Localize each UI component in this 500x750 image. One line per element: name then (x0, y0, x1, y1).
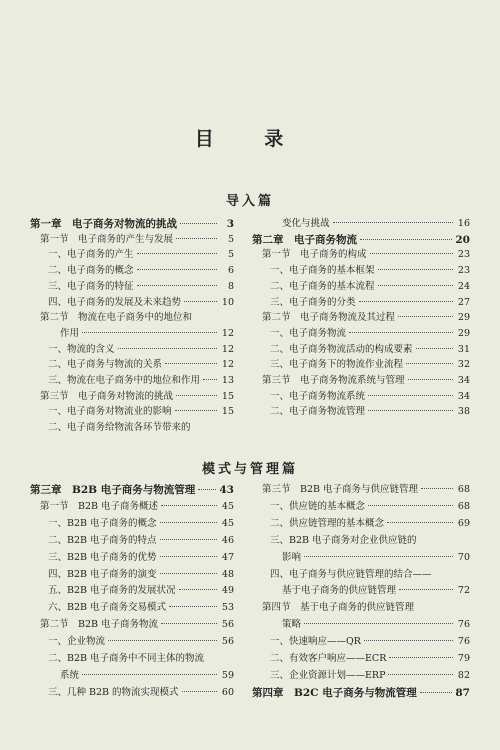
toc-entry-page: 23 (457, 265, 470, 277)
toc-entry-label: 二、电子商务的基本流程 (270, 280, 375, 292)
toc-entry-label: 一、电子商务的基本框架 (270, 265, 375, 277)
toc-entry (48, 585, 234, 597)
toc-entry (282, 619, 470, 631)
toc-entry-label: 三、物流在电子商务中的地位和作用 (48, 375, 201, 386)
toc-entry (48, 297, 234, 309)
leader-dots (398, 316, 453, 317)
toc-entry-label: 第三节 电子商务物流系统与管理 (262, 375, 405, 386)
toc-entry-label: 基于电子商务的供应链管理 (282, 585, 397, 597)
toc-entry-label: 一、企业物流 (48, 636, 106, 648)
toc-entry-page: 3 (226, 218, 234, 230)
toc-entry-page: 6 (227, 265, 234, 277)
leader-dots (82, 674, 217, 675)
toc-entry-page: 53 (221, 602, 234, 614)
toc-entry (40, 619, 234, 631)
toc-entry-page: 72 (457, 585, 470, 597)
toc-entry (30, 218, 234, 230)
leader-dots (408, 379, 453, 380)
leader-dots (160, 573, 217, 574)
toc-entry (40, 501, 234, 513)
leader-dots (364, 640, 453, 641)
toc-entry-label: 一、B2B 电子商务的概念 (48, 517, 157, 529)
leader-dots (359, 301, 453, 302)
leader-dots (304, 556, 453, 557)
toc-entry-page: 13 (221, 375, 234, 386)
toc-entry-page: 56 (221, 619, 234, 631)
leader-dots (368, 410, 453, 411)
toc-entry-label: 第一节 电子商务的构成 (262, 249, 367, 261)
toc-entry-page: 23 (457, 249, 470, 261)
leader-dots (176, 395, 217, 396)
toc-entry-page: 59 (221, 669, 234, 681)
toc-entry (48, 375, 234, 387)
toc-entry (270, 636, 470, 648)
toc-entry-page: 10 (221, 296, 234, 308)
toc-entry-page: 49 (221, 585, 234, 597)
toc-entry-label: 第三章 B2B 电子商务与物流管理 (30, 484, 196, 496)
toc-entry-page: 31 (457, 343, 470, 355)
toc-entry (40, 391, 234, 403)
toc-entry-label: 三、电子商务的分类 (270, 296, 356, 308)
toc-entry (48, 552, 234, 564)
leader-dots (399, 589, 453, 590)
toc-entry-page: 68 (457, 484, 470, 495)
toc-entry-page: 69 (457, 517, 470, 529)
toc-entry-page: 34 (457, 390, 470, 402)
toc-entry-label: 第三节 B2B 电子商务与供应链管理 (262, 484, 419, 495)
toc-entry (270, 569, 470, 581)
leader-dots (82, 332, 217, 333)
section-heading-models: 模式与管理篇 (201, 462, 298, 477)
toc-entry-label: 第四节 基于电子商务的供应链管理 (262, 602, 415, 614)
toc-entry-label: 三、B2B 电子商务对企业供应链的 (270, 534, 417, 546)
toc-entry-label: 变化与挑战 (282, 218, 330, 229)
toc-entry (270, 359, 470, 371)
toc-entry (282, 585, 470, 597)
toc-entry-page: 29 (457, 327, 470, 339)
leader-dots (406, 363, 453, 364)
toc-entry (48, 569, 234, 581)
toc-entry (270, 670, 470, 682)
toc-entry-label: 作用 (60, 327, 80, 339)
toc-entry-page: 20 (455, 233, 470, 246)
toc-entry-page: 82 (457, 669, 470, 681)
leader-dots (160, 556, 217, 557)
leader-dots (182, 691, 217, 692)
toc-entry-label: 六、B2B 电子商务交易模式 (48, 602, 167, 614)
toc-entry (270, 328, 470, 340)
toc-entry (270, 297, 470, 309)
toc-entry-page: 12 (221, 343, 234, 355)
toc-entry-label: 二、电子商务给物流各环节带来的 (48, 422, 191, 434)
toc-entry (48, 636, 234, 648)
toc-entry (48, 281, 234, 293)
toc-entry-page: 38 (457, 406, 470, 418)
toc-entry-label: 第四章 B2C 电子商务与物流管理 (252, 686, 417, 699)
leader-dots (160, 539, 217, 540)
toc-entry (30, 484, 234, 496)
toc-entry (262, 375, 470, 387)
toc-entry (60, 328, 234, 340)
leader-dots (175, 410, 217, 411)
toc-entry-page: 16 (457, 218, 470, 229)
leader-dots (137, 285, 217, 286)
toc-entry-label: 第二节 物流在电子商务中的地位和 (40, 312, 193, 324)
leader-dots (169, 606, 217, 607)
toc-entry-label: 影响 (282, 551, 302, 563)
toc-entry-page: 76 (457, 636, 470, 648)
toc-entry-page: 76 (457, 619, 470, 631)
leader-dots (161, 623, 217, 624)
toc-entry-label: 三、几种 B2B 的物流实现模式 (48, 686, 179, 698)
toc-entry-label: 策略 (282, 619, 302, 631)
leader-dots (368, 505, 453, 506)
toc-entry (270, 518, 470, 530)
toc-entry-page: 47 (221, 551, 234, 563)
toc-entry-page: 79 (457, 653, 470, 664)
leader-dots (180, 223, 217, 224)
toc-entry-label: 一、快速响应——QR (270, 636, 361, 648)
toc-entry (282, 218, 470, 230)
toc-entry-label: 第二节 电子商务物流及其过程 (262, 312, 396, 324)
toc-entry-label: 二、电子商务物流管理 (270, 406, 366, 418)
toc-entry (48, 653, 234, 665)
toc-entry-label: 五、B2B 电子商务的发展状况 (48, 585, 176, 597)
toc-entry (48, 406, 234, 418)
leader-dots (388, 674, 453, 675)
toc-entry-label: 二、电子商务的概念 (48, 265, 134, 277)
leader-dots (179, 589, 217, 590)
toc-entry-label: 第三节 电子商务对物流的挑战 (40, 390, 174, 402)
toc-entry-label: 二、B2B 电子商务的特点 (48, 534, 157, 546)
toc-entry-page: 24 (457, 280, 470, 292)
leader-dots (137, 253, 217, 254)
leader-dots (370, 253, 453, 254)
leader-dots (165, 363, 217, 364)
toc-entry-page: 15 (221, 406, 234, 418)
toc-entry-page: 45 (221, 517, 234, 529)
leader-dots (198, 489, 216, 490)
section-heading-intro: 导入篇 (225, 194, 274, 209)
leader-dots (184, 301, 217, 302)
toc-entry-label: 第二章 电子商务物流 (252, 233, 357, 246)
toc-entry-label: 二、供应链管理的基本概念 (270, 517, 385, 529)
toc-entry (270, 265, 470, 277)
leader-dots (368, 395, 453, 396)
leader-dots (389, 657, 453, 658)
toc-entry (262, 602, 470, 614)
toc-entry-page: 32 (457, 359, 470, 371)
toc-entry (48, 422, 234, 434)
toc-entry-label: 四、电子商务的发展及未来趋势 (48, 296, 182, 308)
toc-entry (60, 670, 234, 682)
toc-entry-label: 第一章 电子商务对物流的挑战 (30, 218, 177, 230)
toc-entry (48, 344, 234, 356)
leader-dots (333, 222, 453, 223)
toc-entry-page: 5 (227, 233, 234, 245)
toc-entry-label: 四、B2B 电子商务的演变 (48, 568, 157, 580)
toc-entry-page: 27 (457, 296, 470, 308)
leader-dots (360, 239, 452, 240)
toc-entry-label: 二、B2B 电子商务中不同主体的物流 (48, 653, 205, 664)
leader-dots (420, 692, 453, 693)
leader-dots (378, 269, 453, 270)
toc-entry-page: 48 (221, 568, 234, 580)
toc-entry (40, 234, 234, 246)
toc-entry (48, 687, 234, 699)
toc-entry (270, 501, 470, 513)
toc-entry-page: 56 (221, 636, 234, 648)
toc-entry (270, 391, 470, 403)
toc-entry-page: 8 (227, 280, 234, 292)
toc-entry-label: 系统 (60, 669, 80, 681)
toc-entry-page: 12 (221, 327, 234, 339)
toc-entry (48, 602, 234, 614)
toc-entry (48, 359, 234, 371)
leader-dots (161, 505, 217, 506)
toc-entry-label: 一、电子商务物流系统 (270, 390, 366, 402)
toc-entry (270, 281, 470, 293)
toc-entry-page: 34 (457, 375, 470, 386)
toc-entry-page: 5 (227, 249, 234, 261)
toc-entry-label: 一、供应链的基本概念 (270, 500, 366, 512)
toc-entry (262, 312, 470, 324)
toc-entry-label: 第一节 B2B 电子商务概述 (40, 500, 159, 512)
toc-entry-label: 二、电子商务与物流的关系 (48, 359, 163, 371)
toc-entry-page: 29 (457, 312, 470, 324)
leader-dots (137, 269, 217, 270)
toc-entry (48, 265, 234, 277)
toc-entry-page: 12 (221, 359, 234, 371)
toc-entry-page: 46 (221, 534, 234, 546)
toc-entry (262, 249, 470, 261)
leader-dots (108, 640, 217, 641)
page-title: 目 录 (194, 128, 306, 150)
leader-dots (349, 332, 453, 333)
leader-dots (304, 623, 453, 624)
leader-dots (118, 348, 217, 349)
toc-entry-page: 68 (457, 500, 470, 512)
leader-dots (387, 522, 453, 523)
toc-entry-label: 二、电子商务物流活动的构成要素 (270, 343, 413, 355)
toc-entry-label: 第二节 B2B 电子商务物流 (40, 619, 159, 631)
toc-entry-page: 70 (457, 551, 470, 563)
toc-entry (48, 249, 234, 261)
toc-entry-label: 第一节 电子商务的产生与发展 (40, 233, 174, 245)
toc-entry-label: 一、电子商务的产生 (48, 249, 134, 261)
leader-dots (421, 488, 453, 489)
toc-entry-label: 三、电子商务下的物流作业流程 (270, 359, 404, 371)
toc-entry-page: 15 (221, 390, 234, 402)
toc-entry-label: 四、电子商务与供应链管理的结合—— (270, 568, 432, 580)
toc-entry-label: 三、B2B 电子商务的优势 (48, 551, 157, 563)
toc-entry-page: 45 (221, 500, 234, 512)
toc-entry (40, 312, 234, 324)
toc-entry (282, 552, 470, 564)
toc-entry (270, 406, 470, 418)
leader-dots (176, 238, 217, 239)
toc-entry-page: 87 (455, 686, 470, 699)
toc-entry-label: 一、电子商务对物流业的影响 (48, 406, 172, 418)
toc-entry (270, 344, 470, 356)
leader-dots (378, 285, 453, 286)
toc-entry-page: 60 (221, 686, 234, 698)
toc-entry-page: 43 (219, 484, 234, 496)
leader-dots (203, 379, 217, 380)
toc-entry-label: 二、有效客户响应——ECR (270, 653, 387, 664)
toc-entry (270, 535, 470, 547)
toc-entry (48, 535, 234, 547)
toc-entry (252, 234, 470, 246)
toc-entry (270, 653, 470, 665)
toc-entry-label: 三、电子商务的特征 (48, 280, 134, 292)
leader-dots (160, 522, 217, 523)
toc-entry (48, 518, 234, 530)
toc-entry-label: 一、电子商务物流 (270, 327, 347, 339)
leader-dots (416, 348, 453, 349)
toc-entry (262, 484, 470, 496)
toc-entry-label: 三、企业资源计划——ERP (270, 669, 386, 681)
toc-entry (252, 687, 470, 699)
toc-entry-label: 一、物流的含义 (48, 343, 115, 355)
